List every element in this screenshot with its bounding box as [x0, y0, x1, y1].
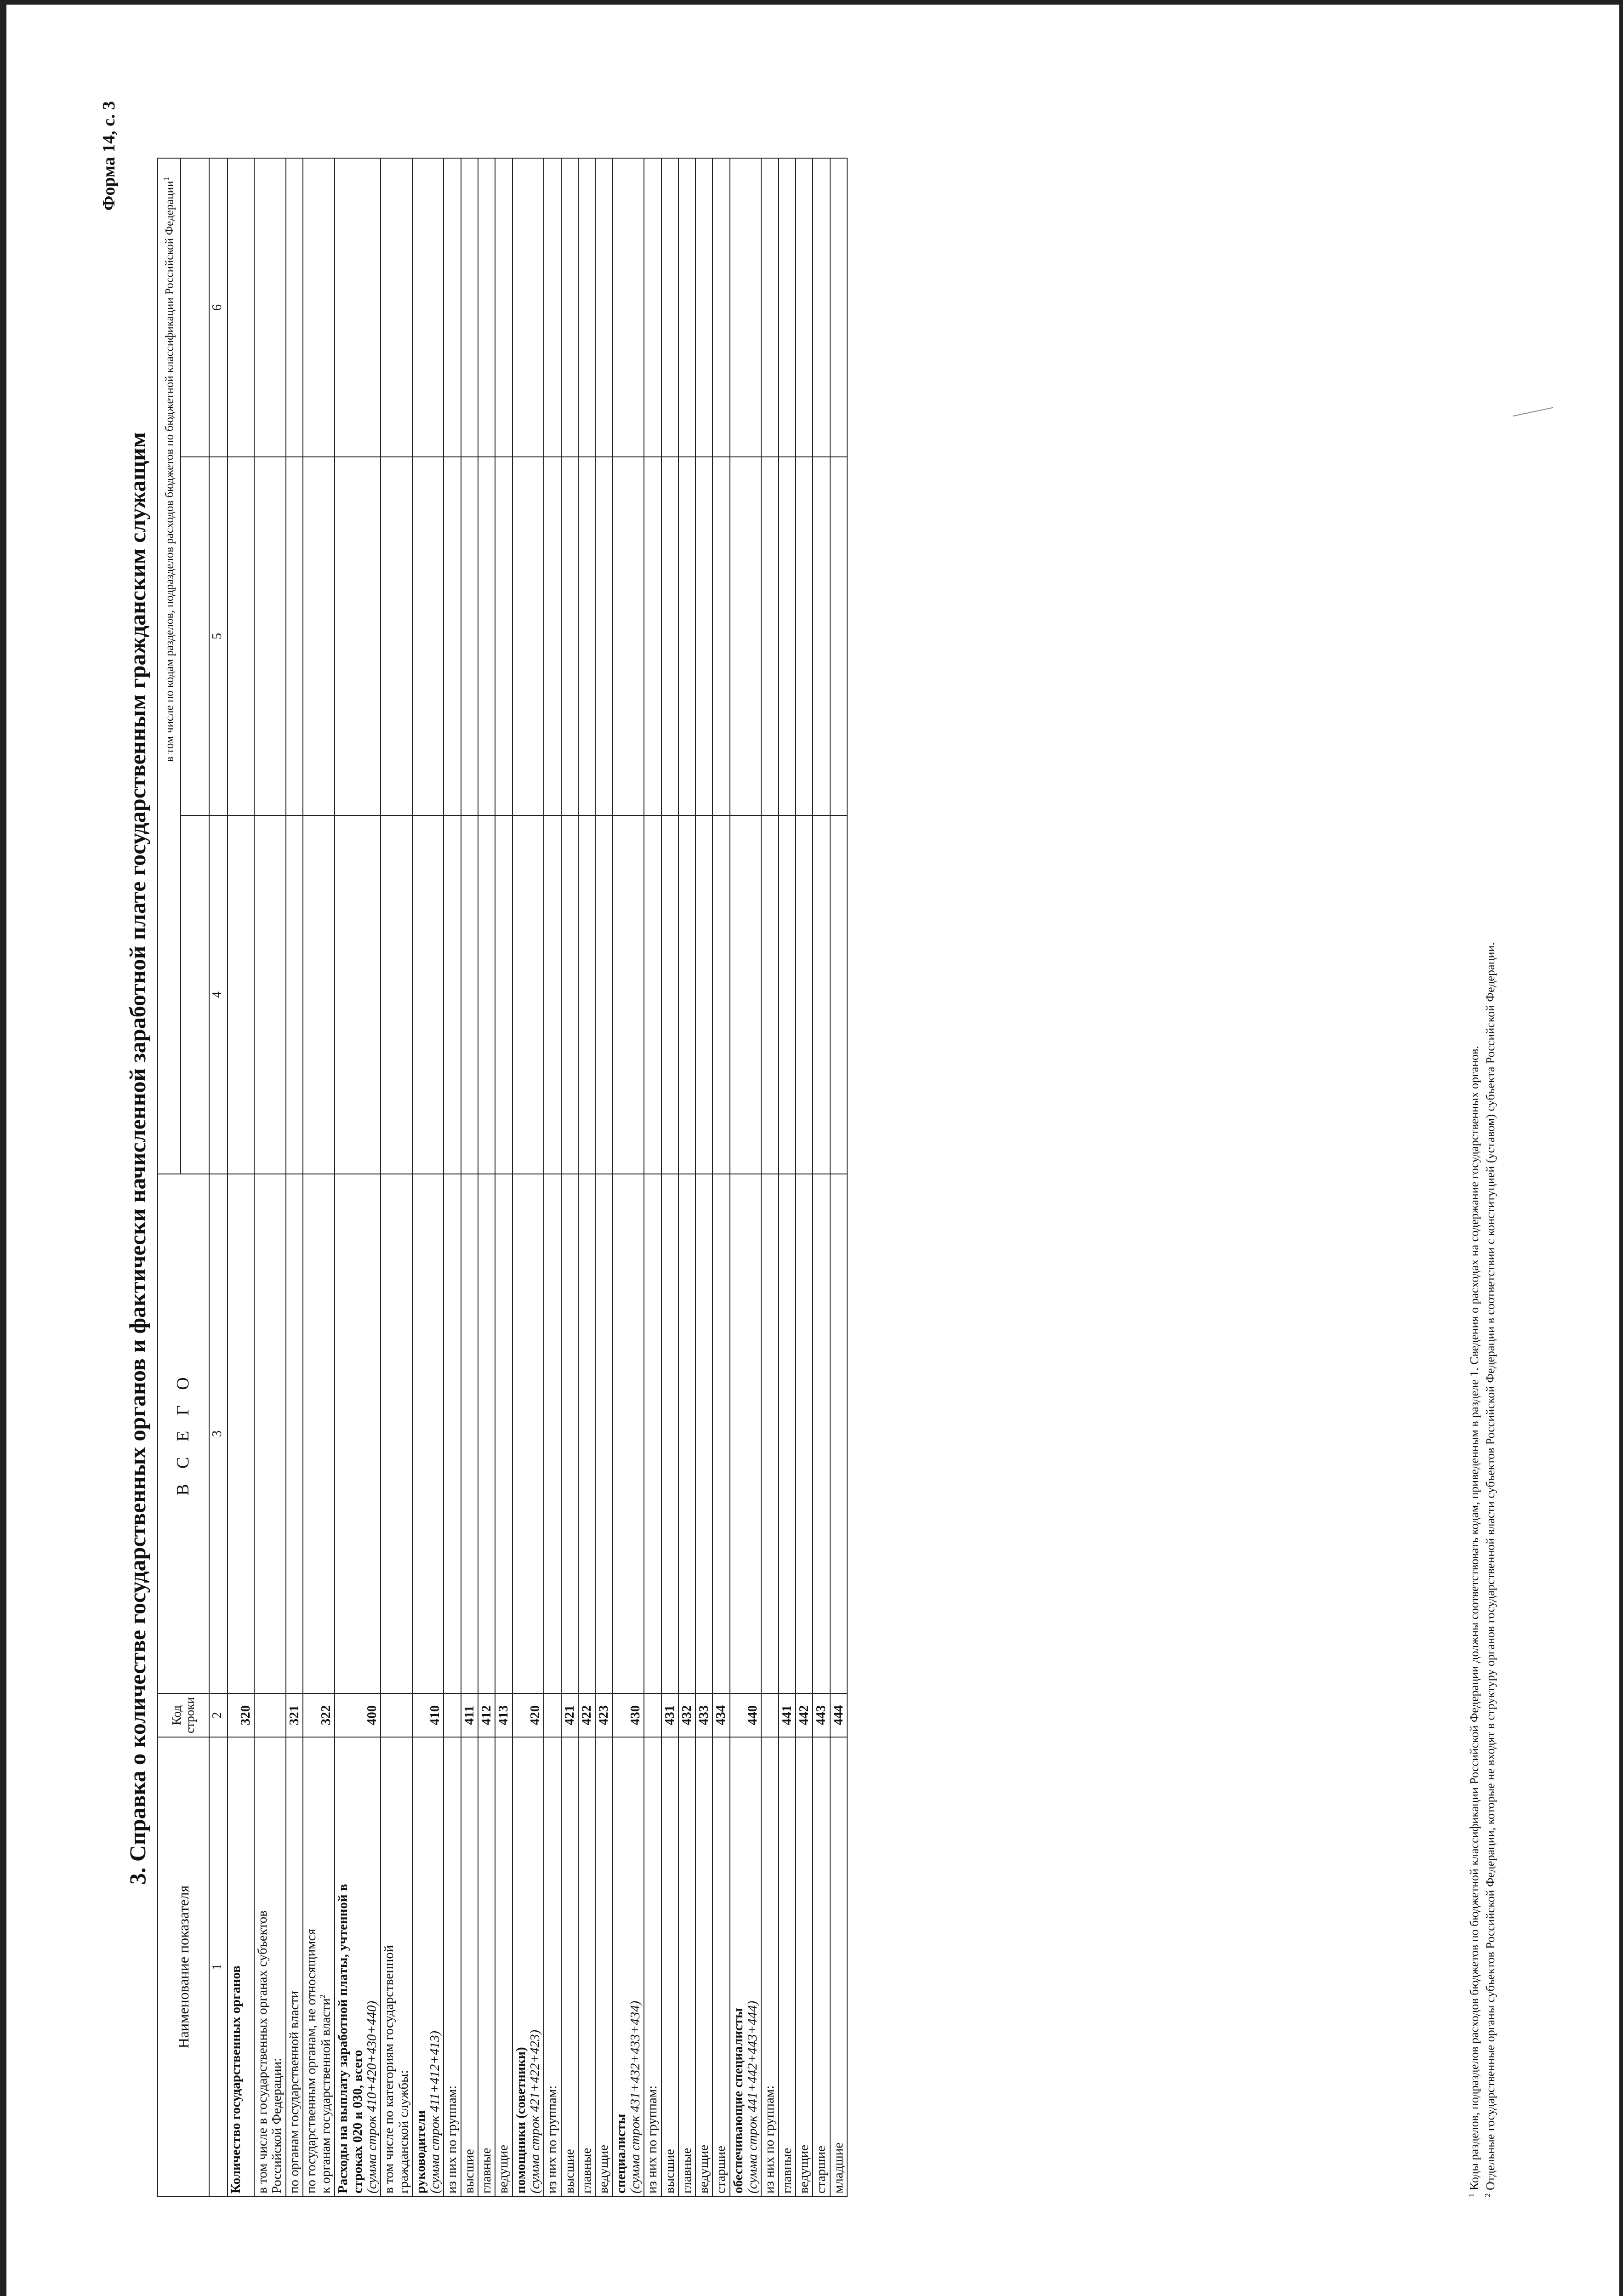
value-cell-col-5[interactable] [228, 457, 254, 815]
table-row [495, 158, 512, 2197]
footnote-item [1482, 942, 1498, 2197]
value-cell-col-6[interactable] [613, 158, 644, 457]
value-cell-col-5 [761, 457, 778, 815]
header-name: Наименование показателя [175, 1885, 192, 2049]
value-cell-col-6 [544, 158, 561, 457]
col-number-6: 6 [209, 158, 228, 457]
header-subcols: в том числе по кодам разделов, подразделов расходов бюджетов по бюджетной классификации Российской Федерации [163, 181, 176, 762]
indicator-name-cell [678, 1737, 695, 2197]
row-code-cell: 411 [461, 1693, 478, 1737]
value-cell-col-6[interactable] [595, 158, 612, 457]
indicator-name-line: к органам государственной власти [318, 1998, 333, 2193]
value-cell-col-3[interactable] [495, 1174, 512, 1693]
value-cell-col-5[interactable] [695, 457, 712, 815]
report-table-body [228, 158, 847, 2197]
report-table [157, 158, 848, 2197]
value-cell-col-6[interactable] [228, 158, 254, 457]
indicator-name-line: высшие [461, 2149, 477, 2193]
value-cell-col-5 [381, 457, 412, 815]
value-cell-col-5[interactable] [796, 457, 813, 815]
indicator-name-line: из них по группам: [444, 2085, 460, 2193]
value-cell-col-3[interactable] [595, 1174, 612, 1693]
row-code-cell: 413 [495, 1693, 512, 1737]
value-cell-col-5[interactable] [578, 457, 595, 815]
value-cell-col-6 [644, 158, 661, 457]
value-cell-col-3[interactable] [303, 1174, 335, 1693]
table-row [544, 158, 561, 2197]
value-cell-col-6[interactable] [813, 158, 830, 457]
indicator-name-line: специалисты [613, 2114, 628, 2193]
value-cell-col-6 [761, 158, 778, 457]
row-code-cell: 421 [561, 1693, 578, 1737]
table-row [695, 158, 712, 2197]
value-cell-col-4[interactable] [478, 815, 495, 1174]
indicator-name-cell [578, 1737, 595, 2197]
row-code-cell: 322 [303, 1693, 335, 1737]
value-cell-col-4[interactable] [412, 815, 444, 1174]
row-code-cell: 400 [335, 1693, 381, 1737]
value-cell-col-3[interactable] [513, 1174, 544, 1693]
indicator-formula-note: (сумма строк 411+412+413) [427, 2030, 443, 2193]
value-cell-col-3[interactable] [695, 1174, 712, 1693]
indicator-name-cell [730, 1737, 762, 2197]
indicator-name-line: старшие [713, 2146, 729, 2193]
value-cell-col-6[interactable] [513, 158, 544, 457]
indicator-name-cell [561, 1737, 578, 2197]
value-cell-col-3 [444, 1174, 461, 1693]
value-cell-col-3 [254, 1174, 286, 1693]
table-row [712, 158, 729, 2197]
value-cell-col-3[interactable] [461, 1174, 478, 1693]
value-cell-col-5 [254, 457, 286, 815]
value-cell-col-5[interactable] [478, 457, 495, 815]
value-cell-col-5[interactable] [712, 457, 729, 815]
subcol-5-header [181, 457, 209, 815]
indicator-name-cell [381, 1737, 412, 2197]
value-cell-col-4[interactable] [813, 815, 830, 1174]
header-code-line1: Код [169, 1705, 183, 1726]
sheet-content [99, 101, 1577, 2197]
value-cell-col-5[interactable] [495, 457, 512, 815]
value-cell-col-5 [644, 457, 661, 815]
header-code-cell [158, 1693, 209, 1737]
value-cell-col-5[interactable] [513, 457, 544, 815]
table-row [561, 158, 578, 2197]
value-cell-col-4[interactable] [613, 815, 644, 1174]
value-cell-col-5[interactable] [830, 457, 847, 815]
indicator-name-line: высшие [662, 2149, 677, 2193]
indicator-name-cell [830, 1737, 847, 2197]
value-cell-col-4 [444, 815, 461, 1174]
indicator-name-cell [286, 1737, 303, 2197]
section-title: 3. Справка о количестве государственных органов и фактически начисленной заработной плате государственным гражданским служащим [125, 432, 150, 1885]
header-name-cell [158, 1737, 209, 2197]
value-cell-col-4[interactable] [830, 815, 847, 1174]
indicator-name-line: обеспечивающие специалисты [730, 2008, 746, 2193]
indicator-name-line: в том числе в государственных органах субъектов [255, 1910, 270, 2193]
value-cell-col-4[interactable] [595, 815, 612, 1174]
table-row [830, 158, 847, 2197]
indicator-name-cell [228, 1737, 254, 2197]
indicator-name-line: гражданской службы: [396, 2070, 411, 2193]
indicator-name-line: помощники (советники) [513, 2047, 528, 2193]
column-numbers-row [209, 158, 228, 2197]
value-cell-col-5[interactable] [813, 457, 830, 815]
table-row [461, 158, 478, 2197]
header-total: В С Е Г О [173, 1372, 193, 1496]
value-cell-col-3[interactable] [830, 1174, 847, 1693]
value-cell-col-5[interactable] [730, 457, 762, 815]
indicator-name-line: по органам государственной власти [286, 1991, 302, 2193]
indicator-name-line: младшие [831, 2142, 846, 2193]
indicator-name-line: ведущие [496, 2145, 511, 2193]
value-cell-col-6[interactable] [461, 158, 478, 457]
table-row [228, 158, 254, 2197]
value-cell-col-3[interactable] [578, 1174, 595, 1693]
value-cell-col-5 [544, 457, 561, 815]
indicator-formula-note: (сумма строк 410+420+430+440) [364, 2000, 379, 2193]
table-row [335, 158, 381, 2197]
indicator-name-line-wrap [319, 1740, 333, 2193]
row-code-cell: 431 [661, 1693, 678, 1737]
indicator-name-cell [478, 1737, 495, 2197]
table-row [661, 158, 678, 2197]
value-cell-col-3 [644, 1174, 661, 1693]
value-cell-col-3[interactable] [678, 1174, 695, 1693]
row-code-cell: 420 [513, 1693, 544, 1737]
value-cell-col-6[interactable] [478, 158, 495, 457]
value-cell-col-6[interactable] [495, 158, 512, 457]
col-number-3: 3 [209, 1174, 228, 1693]
row-code-cell: 412 [478, 1693, 495, 1737]
indicator-name-line: Российской Федерации: [269, 2057, 285, 2193]
indicator-name-cell [761, 1737, 778, 2197]
row-code-cell: 410 [412, 1693, 444, 1737]
value-cell-col-6[interactable] [303, 158, 335, 457]
table-row [513, 158, 544, 2197]
row-code-cell: 440 [730, 1693, 762, 1737]
value-cell-col-3[interactable] [561, 1174, 578, 1693]
value-cell-col-6[interactable] [796, 158, 813, 457]
indicator-name-cell [613, 1737, 644, 2197]
indicator-name-cell [595, 1737, 612, 2197]
value-cell-col-5[interactable] [661, 457, 678, 815]
footnote-text: Отдельные государственные органы субъектов Российской Федерации, которые не входят в структуру органов государственной власти субъектов Российской Федерации в соответствии с конституцией (уставом) субъекта Российской Федерации. [1484, 942, 1498, 2193]
indicator-formula-note: (сумма строк 441+442+443+444) [745, 2000, 760, 2193]
indicator-name-line: ведущие [696, 2145, 712, 2193]
footnote-number: 1 [1467, 2193, 1476, 2197]
indicator-name-cell [303, 1737, 335, 2197]
value-cell-col-3[interactable] [712, 1174, 729, 1693]
row-code-cell: 442 [796, 1693, 813, 1737]
table-row [381, 158, 412, 2197]
value-cell-col-3[interactable] [796, 1174, 813, 1693]
row-code-cell [544, 1693, 561, 1737]
value-cell-col-4[interactable] [561, 815, 578, 1174]
table-row [678, 158, 695, 2197]
row-code-cell: 430 [613, 1693, 644, 1737]
value-cell-col-6[interactable] [661, 158, 678, 457]
value-cell-col-4 [381, 815, 412, 1174]
indicator-name-cell [461, 1737, 478, 2197]
col-number-4: 4 [209, 815, 228, 1174]
indicator-name-cell [712, 1737, 729, 2197]
table-row [595, 158, 612, 2197]
row-code-cell [761, 1693, 778, 1737]
indicator-formula-note: (сумма строк 431+432+433+434) [627, 2000, 643, 2193]
indicator-name-line: из них по группам: [545, 2085, 560, 2193]
indicator-name-line: главные [479, 2148, 494, 2193]
indicator-name-line: ведущие [797, 2145, 812, 2193]
row-code-cell [644, 1693, 661, 1737]
value-cell-col-5[interactable] [412, 457, 444, 815]
value-cell-col-6[interactable] [412, 158, 444, 457]
value-cell-col-5[interactable] [303, 457, 335, 815]
value-cell-col-5[interactable] [613, 457, 644, 815]
value-cell-col-5[interactable] [595, 457, 612, 815]
row-code-cell [254, 1693, 286, 1737]
indicator-name-cell [695, 1737, 712, 2197]
row-code-cell: 443 [813, 1693, 830, 1737]
value-cell-col-6[interactable] [561, 158, 578, 457]
table-row [578, 158, 595, 2197]
value-cell-col-3[interactable] [661, 1174, 678, 1693]
footnote-number: 2 [1483, 2193, 1492, 2197]
value-cell-col-6[interactable] [830, 158, 847, 457]
value-cell-col-4[interactable] [335, 815, 381, 1174]
indicator-name-line: высшие [562, 2149, 577, 2193]
table-row [779, 158, 796, 2197]
value-cell-col-6 [381, 158, 412, 457]
indicator-name-line: Расходы на выплату заработной платы, учтенной в [336, 1884, 351, 2193]
footnote-mark: 2 [318, 1994, 327, 1999]
value-cell-col-6[interactable] [695, 158, 712, 457]
header-code-line2: строки [183, 1697, 197, 1733]
value-cell-col-5[interactable] [561, 457, 578, 815]
value-cell-col-6 [444, 158, 461, 457]
value-cell-col-3[interactable] [412, 1174, 444, 1693]
value-cell-col-6[interactable] [678, 158, 695, 457]
value-cell-col-3[interactable] [478, 1174, 495, 1693]
value-cell-col-4[interactable] [678, 815, 695, 1174]
value-cell-col-3[interactable] [228, 1174, 254, 1693]
col-number-5: 5 [209, 457, 228, 815]
value-cell-col-4[interactable] [730, 815, 762, 1174]
indicator-name-line: ведущие [596, 2145, 611, 2193]
table-row [813, 158, 830, 2197]
row-code-cell: 441 [779, 1693, 796, 1737]
indicator-name-line: Количество государственных органов [228, 1966, 243, 2193]
value-cell-col-4[interactable] [779, 815, 796, 1174]
value-cell-col-5[interactable] [286, 457, 303, 815]
value-cell-col-4[interactable] [695, 815, 712, 1174]
row-code-cell: 444 [830, 1693, 847, 1737]
indicator-name-line: в том числе по категориям государственной [382, 1945, 397, 2193]
value-cell-col-4[interactable] [513, 815, 544, 1174]
value-cell-col-3[interactable] [779, 1174, 796, 1693]
value-cell-col-5[interactable] [335, 457, 381, 815]
indicator-name-cell [644, 1737, 661, 2197]
indicator-name-cell [661, 1737, 678, 2197]
value-cell-col-4[interactable] [712, 815, 729, 1174]
value-cell-col-6 [254, 158, 286, 457]
value-cell-col-4[interactable] [286, 815, 303, 1174]
value-cell-col-4 [761, 815, 778, 1174]
row-code-cell [444, 1693, 461, 1737]
value-cell-col-6[interactable] [286, 158, 303, 457]
indicator-name-line: старшие [814, 2146, 829, 2193]
table-row [478, 158, 495, 2197]
footnotes [1466, 942, 1498, 2197]
row-code-cell: 320 [228, 1693, 254, 1737]
value-cell-col-4[interactable] [578, 815, 595, 1174]
value-cell-col-3[interactable] [335, 1174, 381, 1693]
value-cell-col-4[interactable] [461, 815, 478, 1174]
form-label: Форма 14, с. 3 [99, 101, 119, 211]
indicator-name-line: главные [779, 2148, 794, 2193]
value-cell-col-3[interactable] [813, 1174, 830, 1693]
indicator-name-cell [335, 1737, 381, 2197]
indicator-formula-note: (сумма строк 421+422+423) [528, 2029, 543, 2193]
footnote-item [1466, 942, 1482, 2197]
value-cell-col-3[interactable] [613, 1174, 644, 1693]
indicator-name-cell [544, 1737, 561, 2197]
table-row [796, 158, 813, 2197]
table-row [644, 158, 661, 2197]
subcol-4-header [181, 815, 209, 1174]
indicator-name-cell [796, 1737, 813, 2197]
indicator-name-cell [813, 1737, 830, 2197]
header-subcols-footnote-mark: 1 [162, 177, 171, 181]
value-cell-col-4[interactable] [495, 815, 512, 1174]
row-code-cell [381, 1693, 412, 1737]
value-cell-col-4[interactable] [228, 815, 254, 1174]
value-cell-col-6[interactable] [335, 158, 381, 457]
value-cell-col-4[interactable] [661, 815, 678, 1174]
indicator-name-line: главные [579, 2148, 594, 2193]
value-cell-col-6[interactable] [578, 158, 595, 457]
row-code-cell: 422 [578, 1693, 595, 1737]
indicator-name-line: из них по группам: [762, 2085, 777, 2193]
value-cell-col-6[interactable] [712, 158, 729, 457]
indicator-name-line: руководители [413, 2110, 428, 2193]
subcol-6-header [181, 158, 209, 457]
col-number-1: 1 [209, 1737, 228, 2197]
value-cell-col-4[interactable] [796, 815, 813, 1174]
value-cell-col-3 [381, 1174, 412, 1693]
indicator-name-line: из них по группам: [645, 2085, 660, 2193]
indicator-name-cell [254, 1737, 286, 2197]
report-table-wrap [157, 158, 848, 2197]
indicator-name-cell [412, 1737, 444, 2197]
value-cell-col-5[interactable] [779, 457, 796, 815]
indicator-name-line: главные [679, 2148, 694, 2193]
value-cell-col-5[interactable] [461, 457, 478, 815]
table-row [412, 158, 444, 2197]
value-cell-col-4 [644, 815, 661, 1174]
value-cell-col-4 [254, 815, 286, 1174]
table-row [303, 158, 335, 2197]
row-code-cell: 321 [286, 1693, 303, 1737]
value-cell-col-5 [444, 457, 461, 815]
row-code-cell: 434 [712, 1693, 729, 1737]
value-cell-col-6[interactable] [730, 158, 762, 457]
indicator-name-cell [495, 1737, 512, 2197]
table-row [761, 158, 778, 2197]
indicator-name-cell [444, 1737, 461, 2197]
indicator-name-cell [779, 1737, 796, 2197]
table-row [286, 158, 303, 2197]
indicator-name-cell [513, 1737, 544, 2197]
footnote-text: Коды разделов, подразделов расходов бюджетов по бюджетной классификации Российской Федерации должны соответствовать кодам, приведенным в разделе 1. Сведения о расходах на содержание государственных органов. [1468, 1046, 1481, 2193]
value-cell-col-3[interactable] [730, 1174, 762, 1693]
value-cell-col-5[interactable] [678, 457, 695, 815]
row-code-cell: 432 [678, 1693, 695, 1737]
header-total-cell [158, 1174, 209, 1693]
value-cell-col-4[interactable] [303, 815, 335, 1174]
value-cell-col-3[interactable] [286, 1174, 303, 1693]
table-row [730, 158, 762, 2197]
col-number-2: 2 [209, 1693, 228, 1737]
value-cell-col-6[interactable] [779, 158, 796, 457]
row-code-cell: 423 [595, 1693, 612, 1737]
value-cell-col-4 [544, 815, 561, 1174]
header-subcols-cell [158, 158, 181, 1174]
value-cell-col-3 [544, 1174, 561, 1693]
table-row [254, 158, 286, 2197]
value-cell-col-3 [761, 1174, 778, 1693]
indicator-name-line: строках 020 и 030, всего [350, 2050, 365, 2193]
table-row [444, 158, 461, 2197]
table-row [613, 158, 644, 2197]
indicator-name-line: по государственным органам, не относящимся [303, 1929, 319, 2193]
row-code-cell: 433 [695, 1693, 712, 1737]
